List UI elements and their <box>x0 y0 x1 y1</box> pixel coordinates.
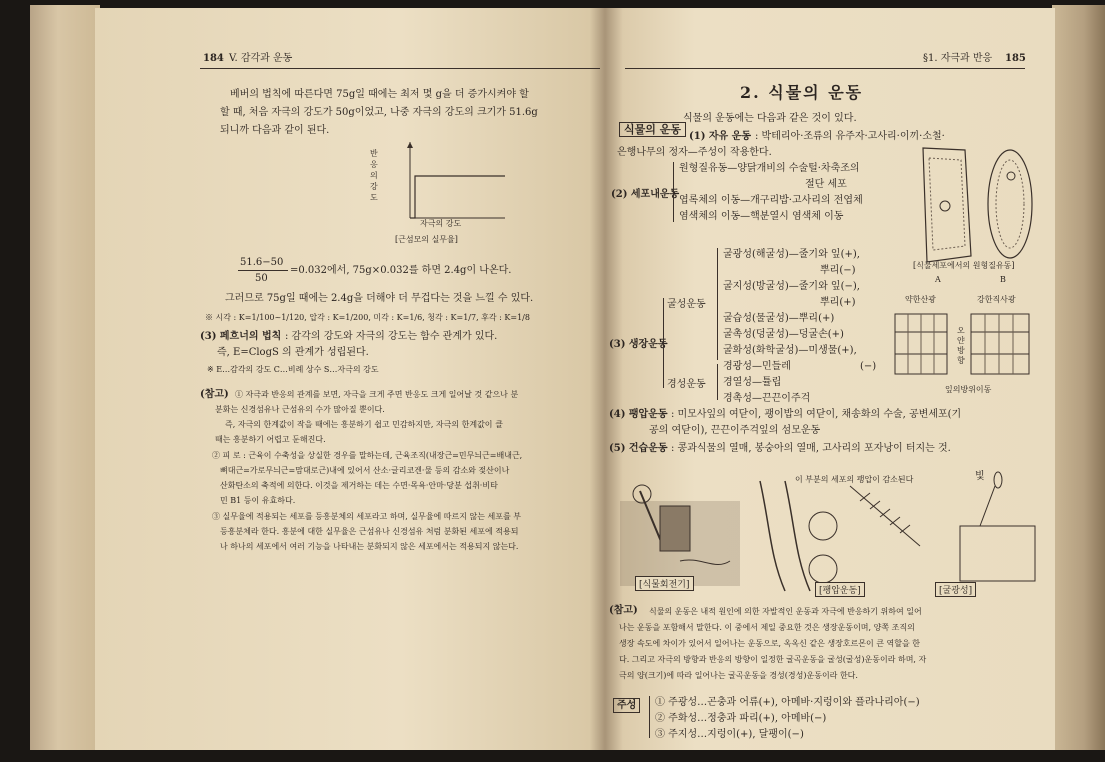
brace <box>717 364 718 400</box>
item2-line: 엽록체의 이동—개구리밥·고사리의 전엽체 <box>679 195 863 206</box>
fraction-result: =0.032에서, 75g×0.032를 하면 2.4g이 나온다. <box>290 265 512 276</box>
intro-line: 되니까 다음과 같이 된다. <box>220 125 330 136</box>
section-title: 2. 식물의 운동 <box>740 83 864 102</box>
reference-line: ② 피 로 : 근육이 수축성을 상실한 경우를 말하는데, 근육조직(내장근=민무늬근=배내근, <box>212 451 523 460</box>
growth-line: 굴습성(물굴성)—뿌리(+) <box>723 313 835 324</box>
cell-figure-label-a: A <box>935 275 941 284</box>
reference-line: ① 자극과 반응의 관계를 보면, 자극을 크게 주면 반응도 크게 일어날 것 같으나 분 <box>235 390 519 399</box>
growth-line: 경열성—튤립 <box>723 377 782 388</box>
cell-figure-caption: [식물세포에서의 원형질유동] <box>913 261 1015 270</box>
page-edges-left <box>30 5 100 750</box>
fechner-law-text: : 감각의 강도와 자극의 강도는 함수 관계가 있다. <box>285 331 498 342</box>
growth-line: 굴광성(해굴성)—줄기와 잎(+), <box>723 249 860 260</box>
fraction-numerator: 51.6−50 <box>240 257 284 268</box>
growth-line: 굴지성(방굴성)—줄기와 잎(−), <box>723 281 860 292</box>
weak-light-label: 약한산광 <box>905 295 936 304</box>
reference-line: 산화탄소의 축적에 의한다. 이것을 제거하는 데는 수면·목욕·안마·당분 섭취·비타 <box>220 481 498 490</box>
reference-line: 다. 그리고 자극의 방향과 반응의 방향이 일정한 굴곡운동을 굴성(굴성)운동이라 하며, 자 <box>619 655 927 664</box>
leaf-figure-caption: 잎의방위이동 <box>945 385 992 394</box>
graph-y-label: 반응의 강도 <box>370 149 378 202</box>
brace <box>649 696 650 738</box>
growth-line: 뿌리(−) <box>820 265 856 276</box>
taxis-item: ① 주광성…곤충과 어류(+), 아메바·지렁이와 플라나리아(−) <box>655 697 920 708</box>
growth-minus-mark: (−) <box>860 361 877 372</box>
item2-line: 절단 세포 <box>805 179 847 190</box>
item-label: (4) 팽압운동 <box>609 409 668 420</box>
item-label: (5) 건습운동 <box>609 443 668 454</box>
cell-streaming-figure <box>915 146 1035 271</box>
cell-figure-label-b: B <box>1000 275 1006 284</box>
left-page <box>95 8 605 750</box>
taxis-item: ② 주화성…정충과 파리(+), 아메바(−) <box>655 713 827 724</box>
fraction-bar <box>238 270 288 271</box>
reference-line: 나 하나의 세포에서 여러 기능을 나타내는 분화되지 않은 세포에서는 적용되지 않는다. <box>220 542 519 551</box>
light-label: 빛 <box>975 471 985 482</box>
reference-line: 등흥분체라 한다. 흥분에 대한 실무율은 근섬유나 신경섬유 처럼 분화된 세포에 적용되 <box>220 527 519 536</box>
figure-caption-clinostat: [식물회전기] <box>635 576 694 591</box>
intro-line: 할 때, 처음 자극의 강도가 50g이었고, 나중 자극의 강도의 크기가 51.6g <box>220 107 538 118</box>
figure-caption-phototropism: [굴광성] <box>935 582 976 597</box>
growth-sub-label: 굴성운동 <box>667 299 706 310</box>
header-rule <box>625 68 1025 69</box>
taxis-label: 주성 <box>613 698 640 713</box>
strong-light-label: 강한직사광 <box>977 295 1016 304</box>
reference-line: 민 B1 등이 유효하다. <box>220 496 296 505</box>
figure-caption-turgor: [팽압운동] <box>815 582 865 597</box>
graph-x-label: 자극의 강도 <box>420 219 462 228</box>
conclusion-line: 그러므로 75g일 때에는 2.4g을 더해야 더 무겁다는 것을 느낄 수 있다. <box>225 293 534 304</box>
page-number-right: 185 <box>1005 53 1026 64</box>
item-text: : 미모사잎의 여닫이, 괭이밥의 여닫이, 채송화의 수술, 공변세포(기 <box>671 409 962 420</box>
brace <box>663 298 664 388</box>
item-text: 공의 여닫이), 끈끈이주걱잎의 섬모운동 <box>649 425 821 436</box>
fechner-law-title: (3) 페흐너의 법칙 <box>200 331 282 342</box>
reference-line: 분화는 신경섬유나 근섬유의 수가 많아질 뿐이다. <box>215 405 385 414</box>
side-box-label: 식물의 운동 <box>619 122 686 137</box>
item-text: 은행나무의 정자—주성이 작용한다. <box>617 147 772 158</box>
item-label: (3) 생장운동 <box>609 339 668 350</box>
growth-line: 경촉성—끈끈이주걱 <box>723 393 811 404</box>
page-number-left: 184 <box>203 53 224 64</box>
growth-line: 뿌리(+) <box>820 297 856 308</box>
reference-line: 즉, 자극의 한계값이 작을 때에는 흥분하기 쉽고 민감하지만, 자극의 한계값이 클 <box>225 420 503 429</box>
running-head-left: V. 감각과 운동 <box>229 53 293 64</box>
turgor-note: 이 부분의 세포의 팽압이 감소된다 <box>795 475 914 484</box>
item2-line: 염색체의 이동—핵분열시 염색체 이동 <box>679 211 844 222</box>
item-text: : 콩과식물의 열매, 봉숭아의 열매, 고사리의 포자낭이 터지는 것. <box>671 443 951 454</box>
intro-line: 베버의 법칙에 따른다면 75g일 때에는 최저 몇 g을 더 증가시켜야 할 <box>230 89 529 100</box>
reference-label: (참고) <box>200 389 229 400</box>
reference-line: ③ 실무율에 적용되는 세포를 등흥분체의 세포라고 하며, 실무율에 따르지 않는 세포를 부 <box>212 512 521 521</box>
reference-line: 식물의 운동은 내적 원인에 의한 자발적인 운동과 자극에 반응하기 위하여 일어 <box>649 607 922 616</box>
brace <box>717 248 718 360</box>
taxis-item: ③ 주지성…지렁이(+), 달팽이(−) <box>655 729 804 740</box>
item-label: (2) 세포내운동 <box>611 189 680 200</box>
item-label: (1) 자유 운동 <box>689 131 752 142</box>
growth-line: 굴촉성(덩굴성)—덩굴손(+) <box>723 329 844 340</box>
brace <box>673 162 674 222</box>
reference-line: 나는 운동을 포함해서 말한다. 이 중에서 제일 중요한 것은 생장운동이며, 양쪽 조직의 <box>619 623 915 632</box>
item2-line: 원형질유동—양닭개비의 수술털·차축조의 <box>679 163 860 174</box>
growth-sub-label: 경성운동 <box>667 379 706 390</box>
reference-line: 때는 흥분하기 어렵고 둔해진다. <box>215 435 326 444</box>
reference-line: 극의 양(크기)에 따라 일어나는 굴곡운동을 경성(경성)운동이라 한다. <box>619 671 858 680</box>
growth-line: 굴화성(화학굴성)—미생물(+), <box>723 345 857 356</box>
graph-caption: [근섬모의 실무율] <box>395 235 458 244</box>
intro-line: 식물의 운동에는 다음과 같은 것이 있다. <box>683 113 857 124</box>
light-direction-label: 오얀 방향 <box>957 326 965 365</box>
running-head-right: §1. 자극과 반응 <box>923 53 993 64</box>
reference-line: 생장 속도에 차이가 있어서 일어나는 운동으로, 옥옥신 같은 생장호르몬이 큰 역할을 한 <box>619 639 920 648</box>
fechner-note: ※ E…감각의 강도 C…비례 상수 S…자극의 강도 <box>207 365 379 374</box>
right-page <box>605 8 1055 750</box>
header-rule <box>200 68 600 69</box>
item-text: : 박테리아·조류의 유주자·고사리·이끼·소철· <box>755 131 945 142</box>
reference-label: (참고) <box>609 605 638 616</box>
reference-line: 뼈대근=가로무늬근=맘대로근)내에 있어서 산소·글리코겐·물 등의 감소와 젖산이나 <box>220 466 510 475</box>
fechner-formula: 즉, E=ClogS 의 관계가 성립된다. <box>217 347 369 358</box>
page-edges-right <box>1052 5 1105 750</box>
weber-constants-note: ※ 시각 : K=1/100~1/120, 압각 : K=1/200, 미각 : K=1/6, 청각 : K=1/7, 후각 : K=1/8 <box>205 313 530 322</box>
fraction-denominator: 50 <box>255 273 268 284</box>
growth-line: 경광성—민들레 <box>723 361 791 372</box>
